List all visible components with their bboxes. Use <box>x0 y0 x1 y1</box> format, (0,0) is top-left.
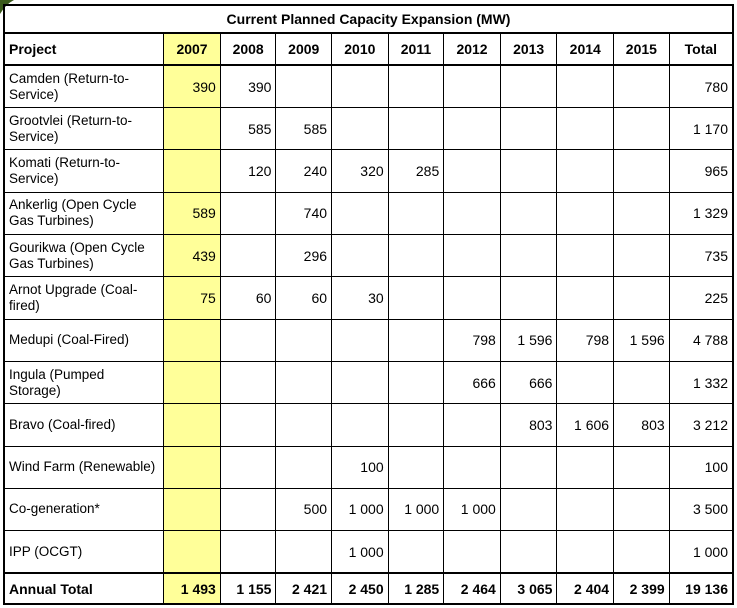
value-cell <box>614 235 670 277</box>
value-cell <box>388 277 444 319</box>
value-cell: 1 000 <box>669 531 733 574</box>
header-project: Project <box>4 33 164 64</box>
project-name-cell: IPP (OCGT) <box>4 531 164 574</box>
value-cell: 120 <box>220 150 276 192</box>
value-cell: 225 <box>669 277 733 319</box>
header-col-2: 2008 <box>220 33 276 64</box>
value-cell <box>614 531 670 574</box>
value-cell <box>500 531 557 574</box>
value-cell <box>388 235 444 277</box>
total-value-cell: 2 399 <box>614 573 670 604</box>
value-cell: 3 500 <box>669 488 733 530</box>
total-value-cell: 2 404 <box>557 573 614 604</box>
value-cell <box>388 192 444 234</box>
value-cell <box>614 150 670 192</box>
header-col-10: Total <box>669 33 733 64</box>
value-cell: 390 <box>164 65 221 108</box>
value-cell <box>164 404 221 446</box>
value-cell: 100 <box>669 446 733 488</box>
value-cell <box>388 319 444 361</box>
project-name-cell: Ankerlig (Open Cycle Gas Turbines) <box>4 192 164 234</box>
value-cell <box>164 446 221 488</box>
value-cell: 798 <box>444 319 501 361</box>
value-cell <box>614 277 670 319</box>
value-cell <box>388 361 444 403</box>
value-cell: 100 <box>332 446 389 488</box>
value-cell <box>220 235 276 277</box>
value-cell: 60 <box>276 277 332 319</box>
project-name-cell: Medupi (Coal-Fired) <box>4 319 164 361</box>
value-cell <box>332 108 389 150</box>
table-title: Current Planned Capacity Expansion (MW) <box>4 5 733 33</box>
value-cell <box>614 488 670 530</box>
value-cell: 4 788 <box>669 319 733 361</box>
header-row <box>4 33 733 64</box>
value-cell: 320 <box>332 150 389 192</box>
annual-total-label: Annual Total <box>4 573 164 604</box>
value-cell: 1 000 <box>332 531 389 574</box>
table-row <box>4 150 733 192</box>
value-cell <box>444 531 501 574</box>
value-cell <box>557 150 614 192</box>
value-cell <box>557 446 614 488</box>
value-cell <box>276 65 332 108</box>
value-cell: 1 332 <box>669 361 733 403</box>
project-name-cell: Grootvlei (Return-to-Service) <box>4 108 164 150</box>
table-row <box>4 235 733 277</box>
value-cell: 3 212 <box>669 404 733 446</box>
value-cell: 1 596 <box>500 319 557 361</box>
value-cell <box>276 404 332 446</box>
project-name-cell: Arnot Upgrade (Coal-fired) <box>4 277 164 319</box>
value-cell <box>557 65 614 108</box>
value-cell: 296 <box>276 235 332 277</box>
value-cell <box>614 361 670 403</box>
value-cell <box>164 319 221 361</box>
table-row <box>4 531 733 574</box>
value-cell: 1 000 <box>444 488 501 530</box>
table-row <box>4 65 733 108</box>
value-cell <box>444 404 501 446</box>
value-cell <box>444 65 501 108</box>
header-col-6: 2012 <box>444 33 501 64</box>
value-cell <box>220 361 276 403</box>
value-cell <box>557 108 614 150</box>
value-cell <box>444 150 501 192</box>
value-cell: 585 <box>276 108 332 150</box>
value-cell <box>164 150 221 192</box>
value-cell: 589 <box>164 192 221 234</box>
value-cell <box>557 361 614 403</box>
total-value-cell: 1 493 <box>164 573 221 604</box>
value-cell: 500 <box>276 488 332 530</box>
value-cell <box>614 192 670 234</box>
value-cell <box>444 235 501 277</box>
value-cell: 666 <box>500 361 557 403</box>
value-cell: 30 <box>332 277 389 319</box>
value-cell: 60 <box>220 277 276 319</box>
value-cell <box>500 150 557 192</box>
project-name-cell: Bravo (Coal-fired) <box>4 404 164 446</box>
table-row <box>4 446 733 488</box>
value-cell: 1 000 <box>332 488 389 530</box>
table-row <box>4 488 733 530</box>
value-cell <box>557 488 614 530</box>
value-cell: 240 <box>276 150 332 192</box>
value-cell: 965 <box>669 150 733 192</box>
value-cell: 75 <box>164 277 221 319</box>
value-cell: 1 329 <box>669 192 733 234</box>
value-cell <box>276 531 332 574</box>
value-cell <box>220 319 276 361</box>
value-cell <box>444 108 501 150</box>
total-value-cell: 19 136 <box>669 573 733 604</box>
value-cell <box>332 192 389 234</box>
value-cell: 1 596 <box>614 319 670 361</box>
value-cell <box>276 446 332 488</box>
value-cell <box>332 235 389 277</box>
value-cell: 735 <box>669 235 733 277</box>
value-cell <box>500 235 557 277</box>
value-cell <box>388 404 444 446</box>
value-cell <box>276 361 332 403</box>
value-cell <box>220 404 276 446</box>
value-cell <box>444 277 501 319</box>
table-row <box>4 361 733 403</box>
value-cell <box>557 235 614 277</box>
header-col-7: 2013 <box>500 33 557 64</box>
value-cell <box>557 277 614 319</box>
header-col-5: 2011 <box>388 33 444 64</box>
table-row <box>4 404 733 446</box>
value-cell <box>276 319 332 361</box>
project-name-cell: Wind Farm (Renewable) <box>4 446 164 488</box>
project-name-cell: Co-generation* <box>4 488 164 530</box>
header-col-1: 2007 <box>164 33 221 64</box>
value-cell: 740 <box>276 192 332 234</box>
value-cell <box>500 108 557 150</box>
project-name-cell: Camden (Return-to-Service) <box>4 65 164 108</box>
project-name-cell: Ingula (Pumped Storage) <box>4 361 164 403</box>
value-cell: 803 <box>614 404 670 446</box>
value-cell <box>500 65 557 108</box>
value-cell <box>614 65 670 108</box>
project-name-cell: Gourikwa (Open Cycle Gas Turbines) <box>4 235 164 277</box>
total-value-cell: 2 421 <box>276 573 332 604</box>
value-cell: 390 <box>220 65 276 108</box>
header-col-9: 2015 <box>614 33 670 64</box>
value-cell: 803 <box>500 404 557 446</box>
value-cell <box>164 488 221 530</box>
value-cell <box>500 277 557 319</box>
value-cell: 666 <box>444 361 501 403</box>
value-cell <box>557 192 614 234</box>
value-cell <box>164 108 221 150</box>
value-cell <box>164 361 221 403</box>
value-cell: 780 <box>669 65 733 108</box>
value-cell: 1 606 <box>557 404 614 446</box>
value-cell: 585 <box>220 108 276 150</box>
table-row <box>4 108 733 150</box>
value-cell <box>388 531 444 574</box>
value-cell <box>332 404 389 446</box>
value-cell <box>220 531 276 574</box>
value-cell <box>332 319 389 361</box>
value-cell <box>444 446 501 488</box>
value-cell <box>388 108 444 150</box>
header-col-8: 2014 <box>557 33 614 64</box>
value-cell: 798 <box>557 319 614 361</box>
capacity-expansion-table <box>3 4 734 605</box>
value-cell <box>388 446 444 488</box>
value-cell <box>332 65 389 108</box>
total-value-cell: 3 065 <box>500 573 557 604</box>
project-name-cell: Komati (Return-to-Service) <box>4 150 164 192</box>
value-cell <box>557 531 614 574</box>
annual-total-row <box>4 573 733 604</box>
total-value-cell: 2 450 <box>332 573 389 604</box>
header-col-3: 2009 <box>276 33 332 64</box>
title-row <box>4 5 733 33</box>
value-cell <box>220 488 276 530</box>
value-cell <box>220 446 276 488</box>
value-cell: 1 170 <box>669 108 733 150</box>
value-cell <box>500 446 557 488</box>
value-cell <box>220 192 276 234</box>
value-cell <box>444 192 501 234</box>
value-cell <box>164 531 221 574</box>
value-cell <box>614 446 670 488</box>
total-value-cell: 1 285 <box>388 573 444 604</box>
value-cell <box>332 361 389 403</box>
value-cell: 285 <box>388 150 444 192</box>
total-value-cell: 2 464 <box>444 573 501 604</box>
table-row <box>4 319 733 361</box>
value-cell <box>500 192 557 234</box>
value-cell: 439 <box>164 235 221 277</box>
table-row <box>4 192 733 234</box>
total-value-cell: 1 155 <box>220 573 276 604</box>
value-cell: 1 000 <box>388 488 444 530</box>
value-cell <box>500 488 557 530</box>
header-col-4: 2010 <box>332 33 389 64</box>
table-row <box>4 277 733 319</box>
value-cell <box>388 65 444 108</box>
value-cell <box>614 108 670 150</box>
